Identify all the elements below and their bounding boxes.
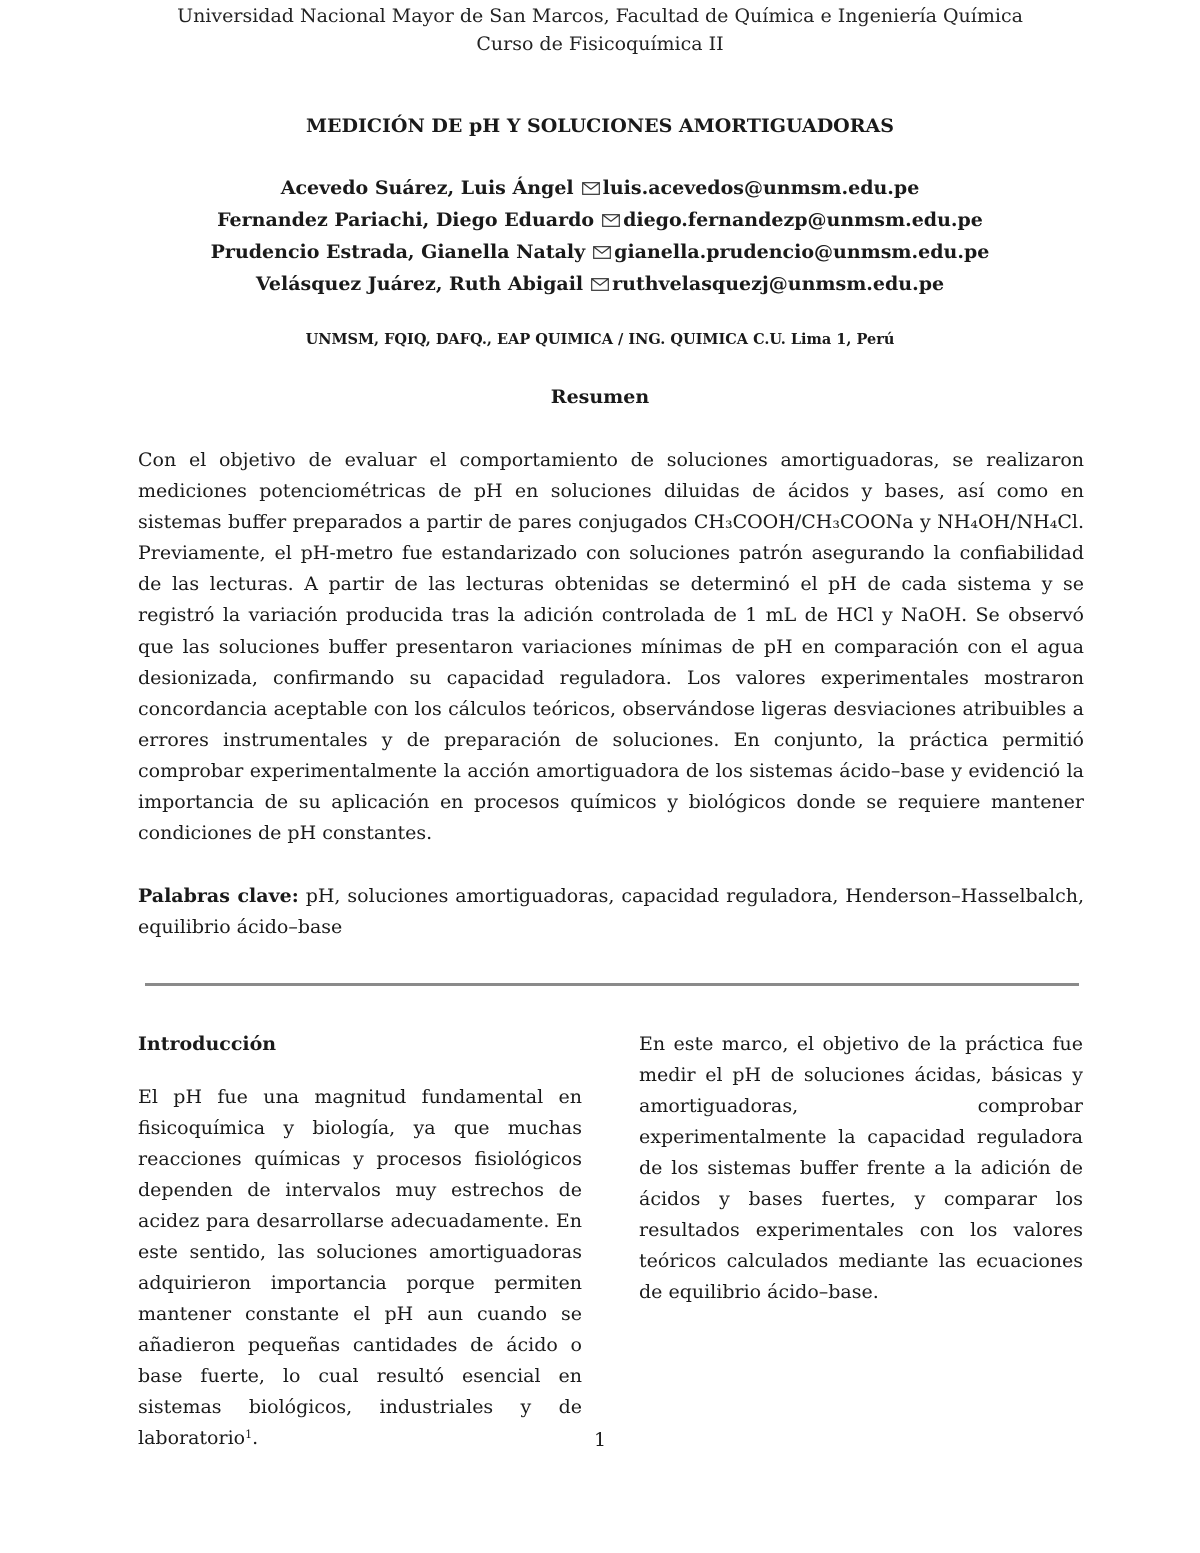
intro-paragraph-2: En este marco, el objetivo de la práctica fue medir el pH de soluciones ácidas, básicas y amortiguadoras, comprobar experimentalmente la capacidad reguladora de los sistemas buffer frente a la adición de ácidos y bases fuertes, y comparar los resultados experimentales con los valores teóricos calculados mediante las ecuaciones de equilibrio ácido–base. xyxy=(639,1033,1083,1303)
running-header xyxy=(0,2,1200,58)
intro-paragraph-1-text: El pH fue una magnitud fundamental en fisicoquímica y biología, ya que muchas reacciones químicas y procesos fisiológicos dependen de intervalos muy estrechos de acidez para desarrollarse adecuadamente. En este sentido, las soluciones amortiguadoras adquirieron importancia porque permiten mantener constante el pH aun cuando se añadieron pequeñas cantidades de ácido o base fuerte, lo cual resultó esencial en sistemas biológicos, industriales y de laboratorio xyxy=(138,1086,582,1449)
reference-marker[interactable]: 1 xyxy=(245,1428,253,1441)
author-name: Acevedo Suárez, Luis Ángel xyxy=(280,177,574,199)
affiliation: UNMSM, FQIQ, DAFQ., EAP QUIMICA / ING. QUIMICA C.U. Lima 1, Perú xyxy=(305,331,895,348)
envelope-icon xyxy=(593,246,611,259)
intro-paragraph-1-end: . xyxy=(252,1427,259,1449)
paper-title: MEDICIÓN DE pH Y SOLUCIONES AMORTIGUADORAS xyxy=(306,115,894,137)
abstract-heading: Resumen xyxy=(550,386,650,408)
intro-paragraph-1 xyxy=(138,1082,582,1454)
author-email[interactable]: diego.fernandezp@unmsm.edu.pe xyxy=(623,209,983,231)
author-email[interactable]: ruthvelasquezj@unmsm.edu.pe xyxy=(612,273,945,295)
author-name: Prudencio Estrada, Gianella Nataly xyxy=(210,241,586,263)
right-column xyxy=(639,1029,1083,1308)
keywords-label: Palabras clave: xyxy=(138,885,299,907)
envelope-icon xyxy=(602,214,620,227)
author-name: Velásquez Juárez, Ruth Abigail xyxy=(255,273,584,295)
author-email[interactable]: luis.acevedos@unmsm.edu.pe xyxy=(602,177,920,199)
header-university: Universidad Nacional Mayor de San Marcos, Facultad de Química e Ingeniería Química xyxy=(177,5,1023,27)
keywords xyxy=(138,881,1084,943)
keywords-text: pH, soluciones amortiguadoras, capacidad reguladora, Henderson–Hasselbalch, equilibrio ácido–base xyxy=(138,885,1085,938)
author-name: Fernandez Pariachi, Diego Eduardo xyxy=(217,209,595,231)
author-1 xyxy=(0,172,1200,204)
abstract-text: Con el objetivo de evaluar el comportamiento de soluciones amortiguadoras, se realizaron mediciones potenciométricas de pH en soluciones diluidas de ácidos y bases, así como en sistemas buffer preparados a partir de pares conjugados CH₃COOH/CH₃COONa y NH₄OH/NH₄Cl. Previamente, el pH-metro fue estandarizado con soluciones patrón asegurando la confiabilidad de las lecturas. A partir de las lecturas obtenidas se determinó el pH de cada sistema y se registró la variación producida tras la adición controlada de 1 mL de HCl y NaOH. Se observó que las soluciones buffer presentaron variaciones mínimas de pH en comparación con el agua desionizada, confirmando su capacidad reguladora. Los valores experimentales mostraron concordancia aceptable con los cálculos teóricos, observándose ligeras desviaciones atribuibles a errores instrumentales y de preparación de soluciones. En conjunto, la práctica permitió comprobar experimentalmente la acción amortiguadora de los sistemas ácido–base y evidenció la importancia de su aplicación en procesos químicos y biológicos donde se requiere mantener condiciones de pH constantes. xyxy=(138,449,1084,845)
introduction-heading: Introducción xyxy=(138,1033,277,1055)
page-number: 1 xyxy=(593,1429,607,1451)
envelope-icon xyxy=(582,182,600,195)
section-divider xyxy=(145,983,1079,986)
envelope-icon xyxy=(591,278,609,291)
header-course: Curso de Fisicoquímica II xyxy=(476,33,724,55)
author-list xyxy=(0,172,1200,300)
author-3 xyxy=(0,236,1200,268)
author-4 xyxy=(0,268,1200,300)
author-2 xyxy=(0,204,1200,236)
author-email[interactable]: gianella.prudencio@unmsm.edu.pe xyxy=(614,241,990,263)
left-column xyxy=(138,1029,582,1454)
